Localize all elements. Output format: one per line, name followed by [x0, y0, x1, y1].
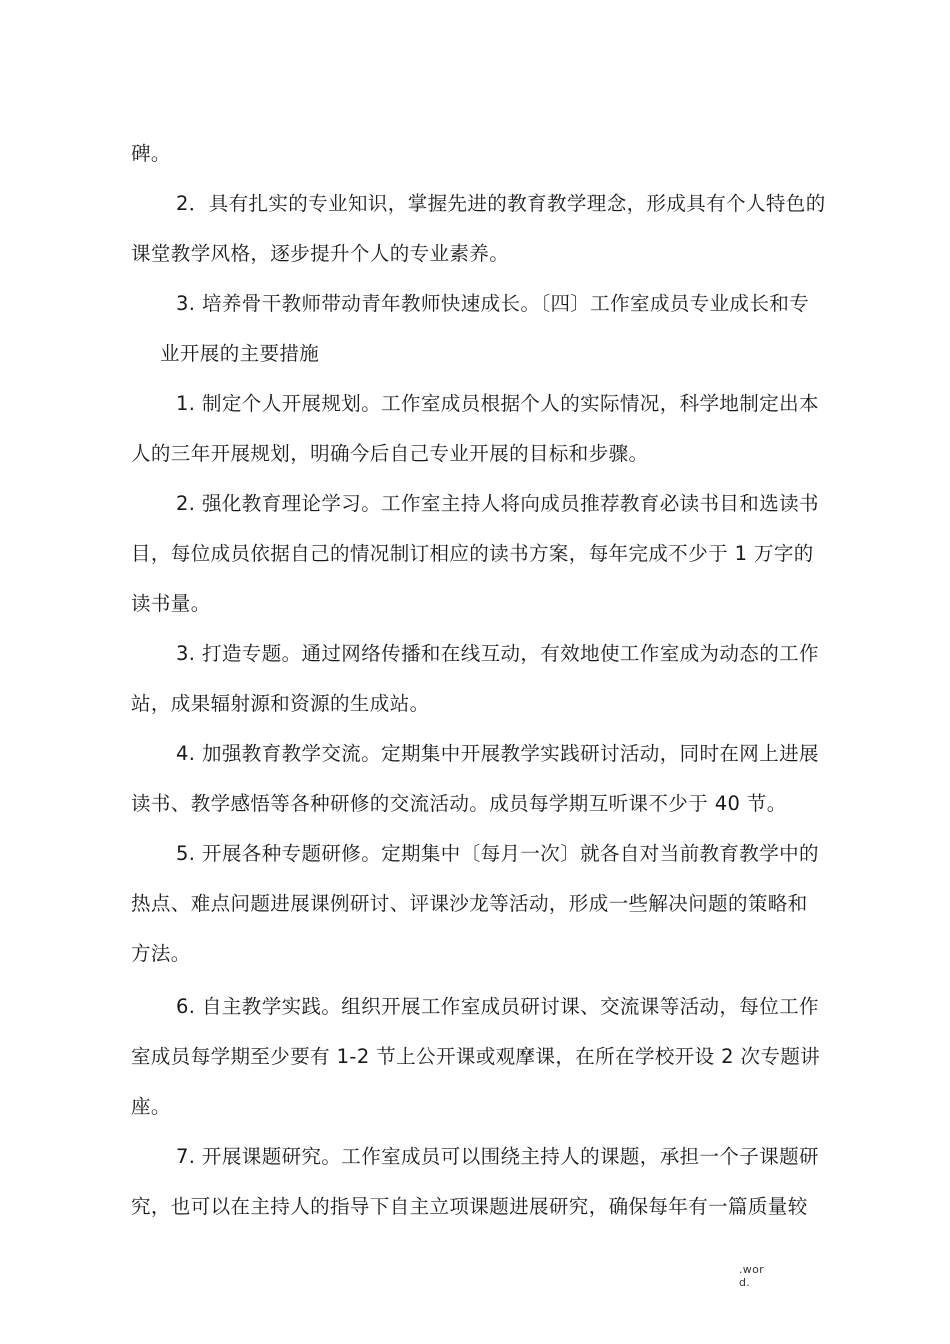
text-line: 2. 强化教育理论学习。工作室主持人将向成员推荐教育必读书目和选读书	[176, 492, 819, 515]
text-line: 读书量。	[131, 592, 211, 615]
text-line: 站，成果辐射源和资源的生成站。	[131, 692, 430, 715]
text-line: 座。	[131, 1095, 171, 1118]
text-line: 业开展的主要措施	[160, 342, 320, 365]
text-line: 究，也可以在主持人的指导下自主立项课题进展研究，确保每年有一篇质量较	[131, 1195, 808, 1218]
text-line: 热点、难点问题进展课例研讨、评课沙龙等活动，形成一些解决问题的策略和	[131, 892, 808, 915]
text-line: 2．具有扎实的专业知识，掌握先进的教育教学理念，形成具有个人特色的	[176, 192, 826, 215]
footer-word-mark: .wor	[739, 1263, 764, 1276]
text-line: 4. 加强教育教学交流。定期集中开展教学实践研讨活动，同时在网上进展	[176, 742, 819, 765]
text-line: 人的三年开展规划，明确今后自己专业开展的目标和步骤。	[131, 442, 649, 465]
text-line: 室成员每学期至少要有 1-2 节上公开课或观摩课，在所在学校开设 2 次专题讲	[131, 1045, 821, 1068]
text-line: 读书、教学感悟等各种研修的交流活动。成员每学期互听课不少于 40 节。	[131, 792, 787, 815]
text-line: 5. 开展各种专题研修。定期集中〔每月一次〕就各自对当前教育教学中的	[176, 842, 819, 865]
text-line: 3. 打造专题。通过网络传播和在线互动，有效地使工作室成为动态的工作	[176, 642, 819, 665]
text-line: 目，每位成员依据自己的情况制订相应的读书方案，每年完成不少于 1 万字的	[131, 542, 814, 565]
text-line: 课堂教学风格，逐步提升个人的专业素养。	[131, 242, 510, 265]
text-line: 方法。	[131, 942, 191, 965]
text-line: 1. 制定个人开展规划。工作室成员根据个人的实际情况，科学地制定出本	[176, 392, 819, 415]
text-line: 3. 培养骨干教师带动青年教师快速成长。〔四〕工作室成员专业成长和专	[176, 292, 810, 315]
text-line: 6. 自主教学实践。组织开展工作室成员研讨课、交流课等活动，每位工作	[176, 995, 819, 1018]
text-line: 碑。	[131, 142, 171, 165]
footer-word-mark-2: d.	[739, 1276, 751, 1289]
text-line: 7. 开展课题研究。工作室成员可以围绕主持人的课题，承担一个子课题研	[176, 1145, 819, 1168]
